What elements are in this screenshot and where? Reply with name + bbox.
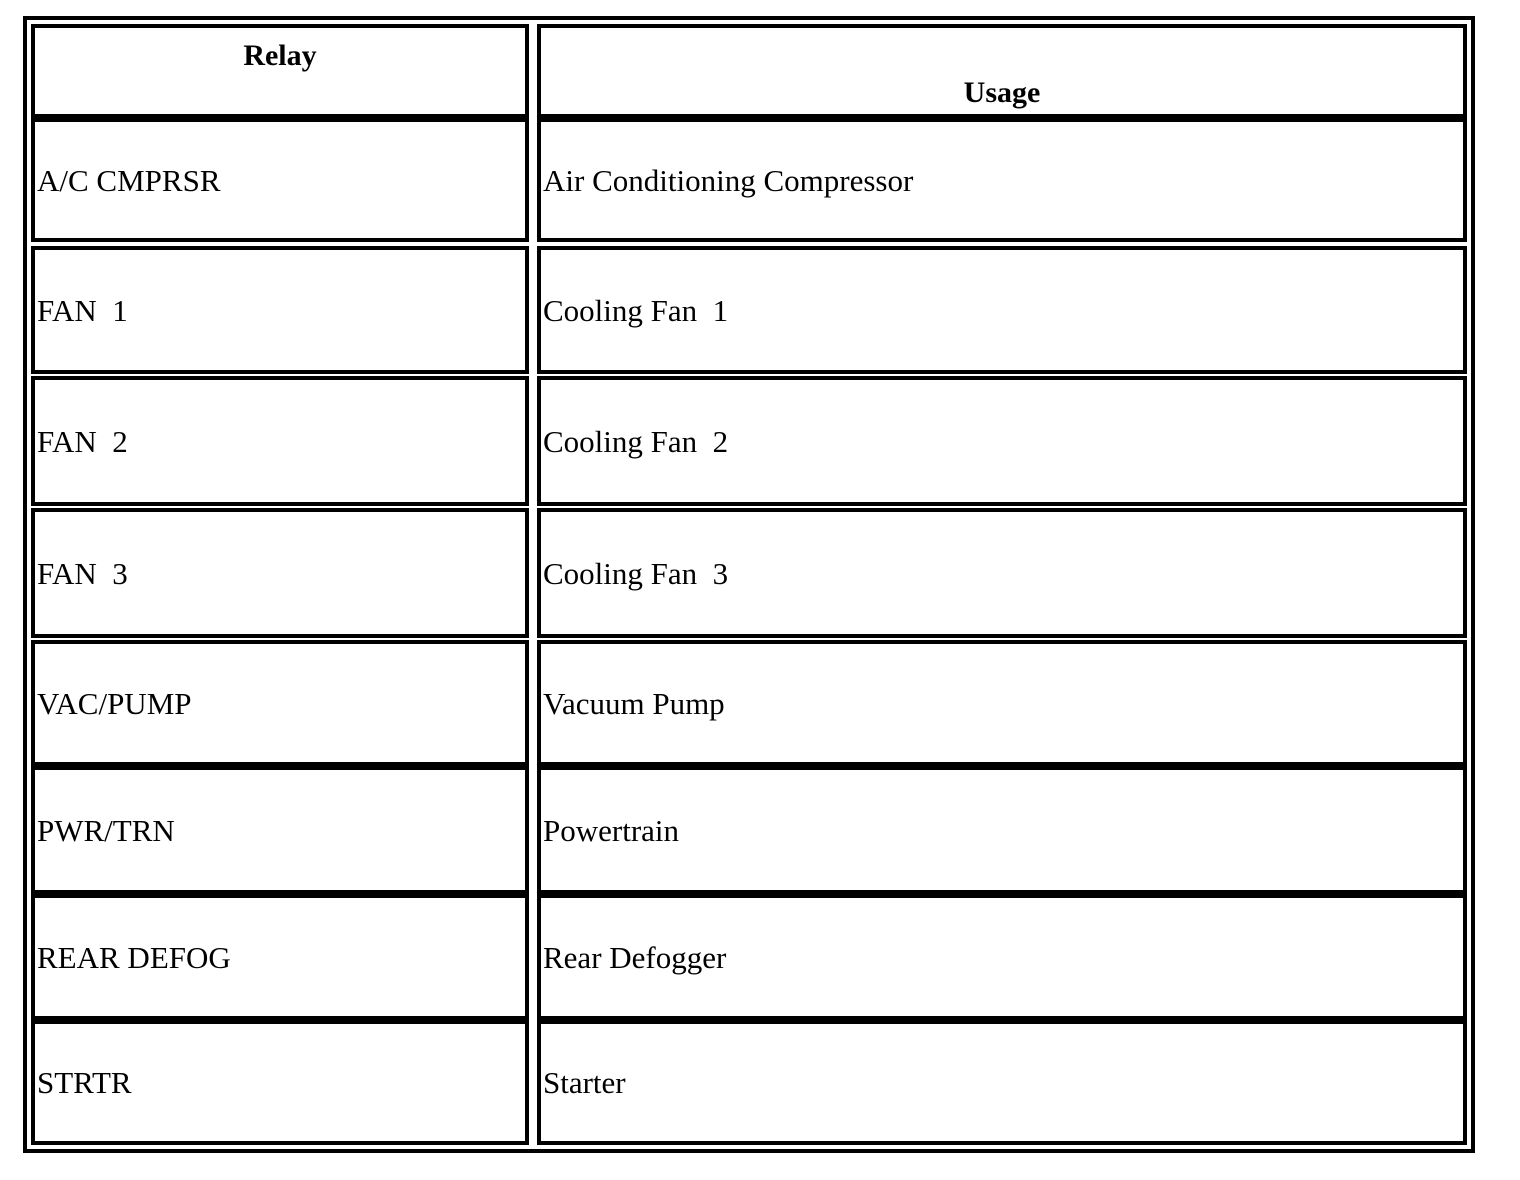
table-cell-usage: Cooling Fan 3 (537, 508, 1467, 638)
table-cell-usage: Vacuum Pump (537, 640, 1467, 766)
relay-usage-table (23, 16, 1475, 1153)
table-cell-usage: Rear Defogger (537, 894, 1467, 1020)
table-cell-relay: REAR DEFOG (31, 894, 529, 1020)
table-cell-relay: PWR/TRN (31, 766, 529, 894)
table-cell-usage: Air Conditioning Compressor (537, 118, 1467, 242)
table-cell-relay: VAC/PUMP (31, 640, 529, 766)
header-relay: Relay (31, 24, 529, 118)
table-cell-usage: Cooling Fan 1 (537, 246, 1467, 374)
table-cell-relay: STRTR (31, 1020, 529, 1145)
table-cell-usage: Cooling Fan 2 (537, 376, 1467, 506)
table-cell-usage: Powertrain (537, 766, 1467, 894)
table-cell-relay: FAN 1 (31, 246, 529, 374)
table-cell-relay: A/C CMPRSR (31, 118, 529, 242)
table-cell-relay: FAN 3 (31, 508, 529, 638)
header-usage: Usage (537, 24, 1467, 118)
table-cell-relay: FAN 2 (31, 376, 529, 506)
table-cell-usage: Starter (537, 1020, 1467, 1145)
